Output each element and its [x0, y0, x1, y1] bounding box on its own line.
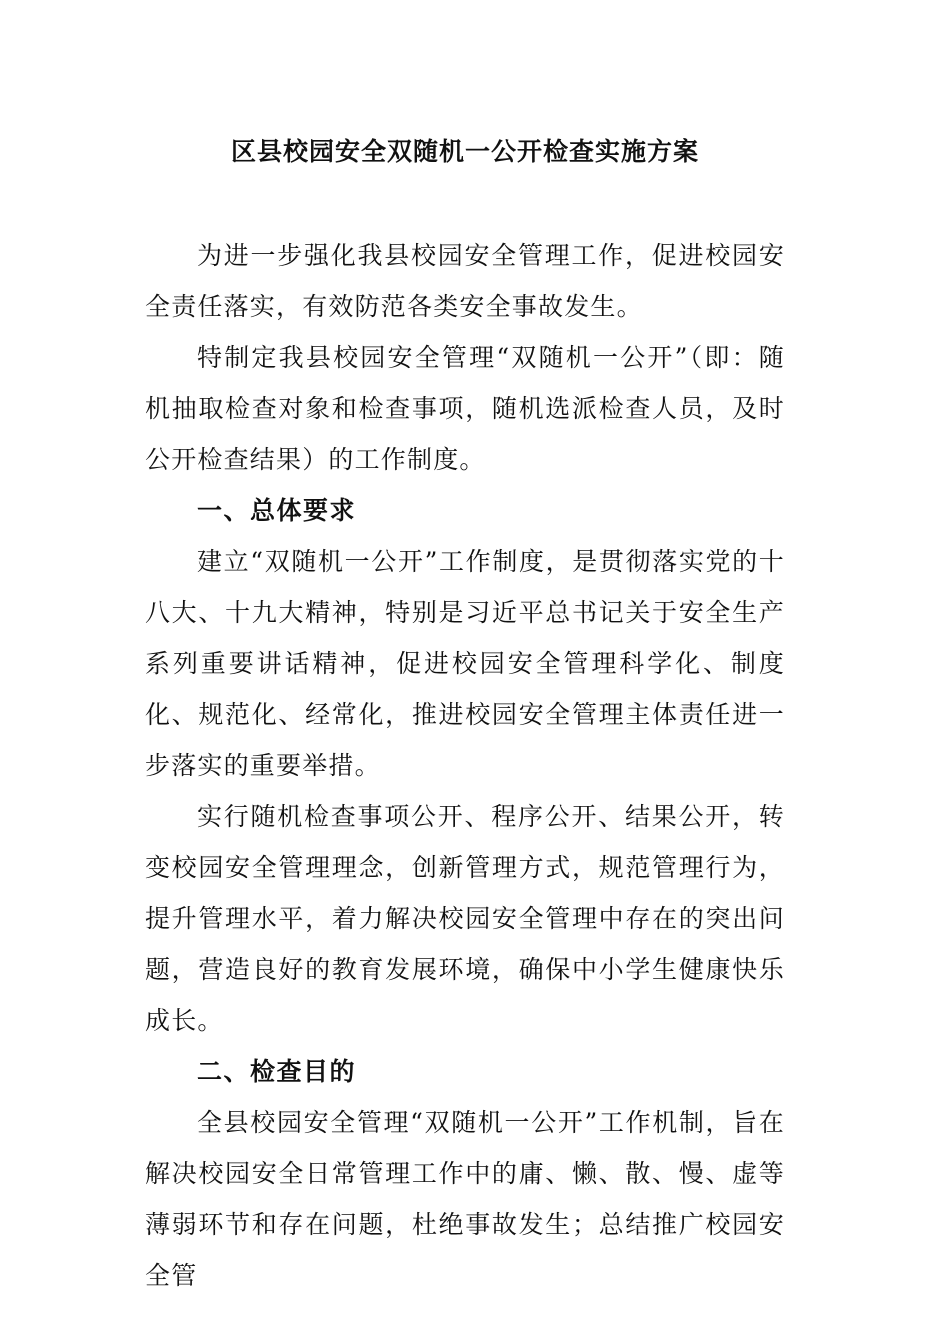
- paragraph: 全县校园安全管理“双随机一公开”工作机制，旨在解决校园安全日常管理工作中的庸、懒、散、慢、虚等薄弱环节和存在问题，杜绝事故发生；总结推广校园安全管: [145, 1108, 785, 1290]
- paragraph: 特制定我县校园安全管理“双随机一公开”（即：随机抽取检查对象和检查事项，随机选派检查人员，及时公开检查结果）的工作制度。: [145, 343, 785, 474]
- paragraph: 建立“双随机一公开”工作制度，是贯彻落实党的十八大、十九大精神，特别是习近平总书记关于安全生产系列重要讲话精神，促进校园安全管理科学化、制度化、规范化、经常化，推进校园安全管理主体责任进一步落实的重要举措。: [145, 547, 785, 780]
- document-body: [145, 230, 785, 1301]
- section-heading: 二、检查目的: [197, 1057, 357, 1086]
- paragraph: 实行随机检查事项公开、程序公开、结果公开，转变校园安全管理理念，创新管理方式，规范管理行为，提升管理水平，着力解决校园安全管理中存在的突出问题，营造良好的教育发展环境，确保中小学生健康快乐成长。: [145, 802, 785, 1035]
- paragraph: 为进一步强化我县校园安全管理工作，促进校园安全责任落实，有效防范各类安全事故发生。: [145, 241, 785, 321]
- document-title: 区县校园安全双随机一公开检查实施方案: [230, 137, 699, 166]
- section-heading: 一、总体要求: [197, 496, 357, 525]
